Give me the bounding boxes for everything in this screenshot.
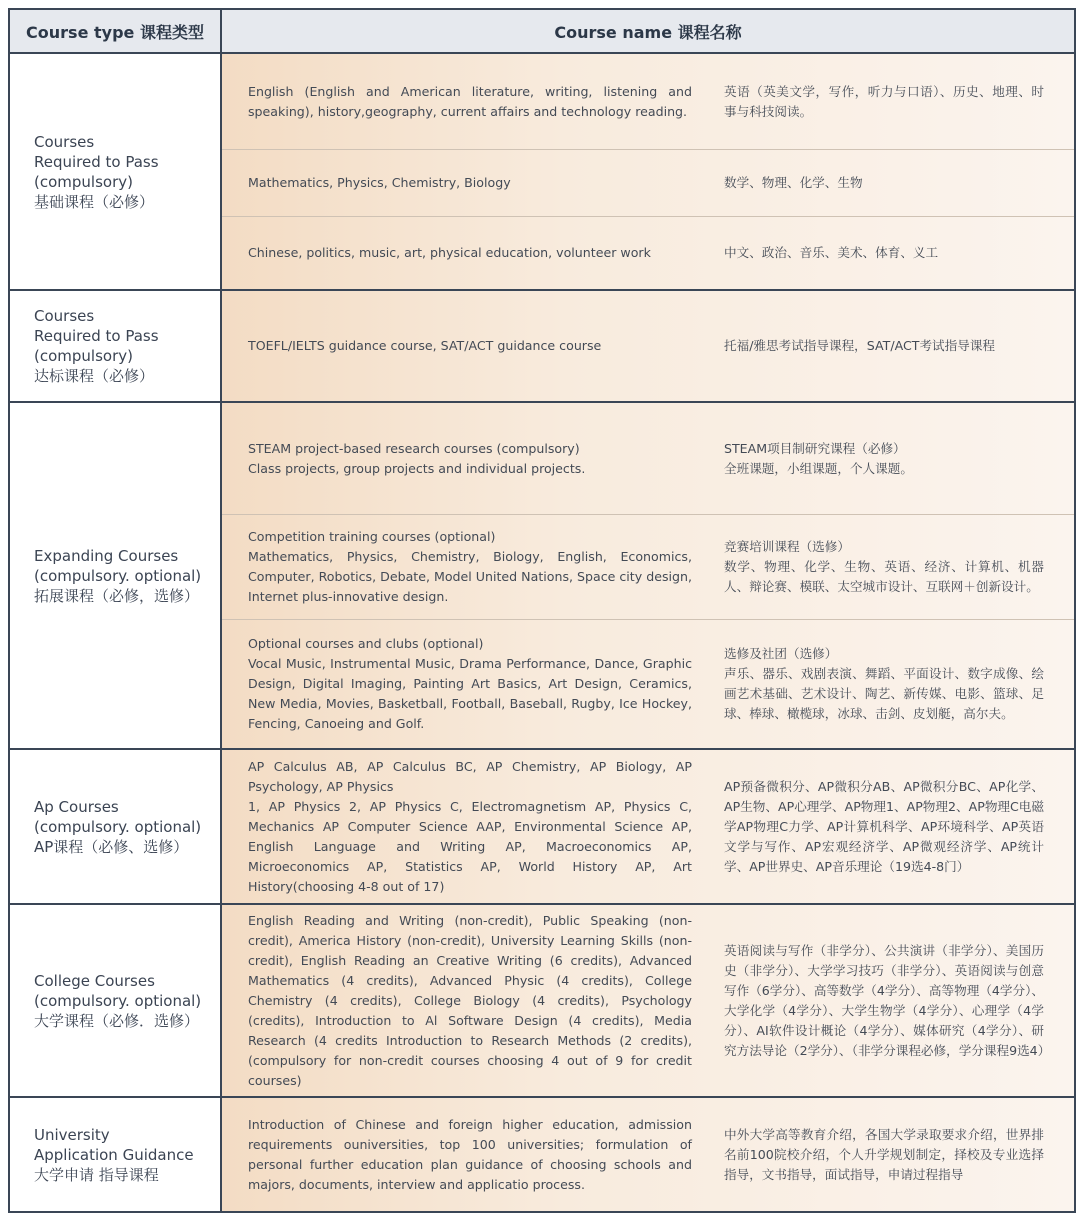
course-entry (222, 515, 1074, 620)
course-name-en: Chinese, politics, music, art, physical education, volunteer work (248, 245, 651, 260)
course-name-en: Mathematics, Physics, Chemistry, Biology (248, 175, 511, 190)
course-name-zh: 英语阅读与写作（非学分）、公共演讲（非学分）、美国历史（非学分）、大学学习技巧（非学分）、英语阅读与创意写作（6学分）、高等数学（4学分）、高等物理（4学分）、大学化学（4学分）、大学生物学（4学分）、心理学（4学分）、AI软件设计概论（4学分）、媒体研究（4学分）、研究方法导论（2学分）、（非学分课程必修，学分课程9选4） (724, 942, 1051, 1058)
course-name-en: English (English and American literature, writing, listening and speaking), history,geography, current affairs and technology reading. (248, 83, 692, 119)
course-entry (222, 1098, 1074, 1211)
course-name-zh: 中文、政治、音乐、美术、体育、义工 (724, 245, 939, 260)
course-name-en: STEAM project-based research courses (compulsory) Class projects, group projects and individual projects. (248, 440, 586, 476)
course-type-cell: Ap Courses (compulsory. optional) AP课程（必修、选修） (9, 749, 221, 904)
course-table (8, 8, 1076, 1213)
course-name-en: Introduction of Chinese and foreign higher education, admission requirements ouniversities, top 100 universities; formulation of personal further education plan guidance of choosing schools and majors, documents, interview and applicatio process. (248, 1116, 692, 1192)
course-type-cell: Courses Required to Pass (compulsory) 基础课程（必修） (9, 53, 221, 290)
header-row (9, 9, 1075, 53)
course-entry (222, 217, 1074, 289)
table-row (9, 290, 1075, 402)
course-name-zh: 托福/雅思考试指导课程，SAT/ACT考试指导课程 (724, 338, 996, 353)
course-name-zh: AP预备微积分、AP微积分AB、AP微积分BC、AP化学、AP生物、AP心理学、AP物理1、AP物理2、AP物理C电磁学AP物理C力学、AP计算机科学、AP环境科学、AP英语文学与写作、AP宏观经济学、AP微观经济学、AP统计学、AP世界史、AP音乐理论（19选4-8门） (724, 778, 1044, 874)
course-entry (222, 905, 1074, 1096)
course-name-zh: 中外大学高等教育介绍，各国大学录取要求介绍，世界排名前100院校介绍，个人升学规划制定，择校及专业选择指导，文书指导，面试指导，申请过程指导 (724, 1126, 1044, 1182)
course-name-cell (221, 53, 1075, 290)
course-entry (222, 750, 1074, 903)
course-entry (222, 403, 1074, 515)
course-name-zh: 选修及社团（选修） 声乐、器乐、戏剧表演、舞蹈、平面设计、数字成像、绘画艺术基础、艺术设计、陶艺、新传媒、电影、篮球、足球、棒球、橄榄球，冰球、击剑、皮划艇，高尔夫。 (724, 646, 1044, 721)
course-name-cell (221, 904, 1075, 1097)
table-row (9, 1097, 1075, 1212)
course-name-en: Competition training courses (optional) Mathematics, Physics, Chemistry, Biology, English, Economics, Computer, Robotics, Debate, Model United Nations, Space city design, Internet plus-innovative design. (248, 529, 692, 604)
course-name-zh: 英语（英美文学，写作，听力与口语）、历史、地理、时事与科技阅读。 (724, 83, 1044, 119)
course-type-cell: University Application Guidance 大学申请 指导课程 (9, 1097, 221, 1212)
table-row (9, 904, 1075, 1097)
header-course-name: Course name 课程名称 (221, 9, 1075, 53)
course-entry (222, 291, 1074, 401)
course-name-en: English Reading and Writing (non-credit), Public Speaking (non-credit), America History (non-credit), University Learning Skills (non-credit), English Reading an Creative Writing (6 credits), Advanced Mathematics (4 credits), Advanced Physic (4 credits), College Chemistry (4 credits), College Biology (4 credits), Psychology (credits), Introduction to Al Software Design (4 credits), Media Research (4 credits Introduction to Research Methods (2 credits), (compulsory for non-credit courses choosing 4 out of 9 for credit courses) (248, 912, 692, 1088)
header-course-type: Course type 课程类型 (9, 9, 221, 53)
course-entry (222, 620, 1074, 748)
course-name-cell (221, 290, 1075, 402)
course-name-zh: STEAM项目制研究课程（必修） 全班课题，小组课题，个人课题。 (724, 440, 913, 476)
table-row (9, 53, 1075, 290)
course-type-cell: Courses Required to Pass (compulsory) 达标课程（必修） (9, 290, 221, 402)
course-name-en: Optional courses and clubs (optional) Vocal Music, Instrumental Music, Drama Performance, Dance, Graphic Design, Digital Imaging, Painting Art Basics, Art Design, Ceramics, New Media, Movies, Basketball, Football, Baseball, Rugby, Ice Hockey, Fencing, Canoeing and Golf. (248, 636, 692, 731)
course-type-cell: College Courses (compulsory. optional) 大学课程（必修．选修） (9, 904, 221, 1097)
course-name-zh: 数学、物理、化学、生物 (724, 175, 863, 190)
course-name-en: AP Calculus AB, AP Calculus BC, AP Chemistry, AP Biology, AP Psychology, AP Physics 1, AP Physics 2, AP Physics C, Electromagnetism AP, Physics C, Mechanics AP Computer Science AAP, Environmental Science AP, English Language and Writing AP, Macroeconomics AP, Microeconomics AP, Statistics AP, World History AP, Art History(choosing 4-8 out of 17) (248, 758, 692, 894)
course-name-cell (221, 402, 1075, 749)
course-entry (222, 150, 1074, 217)
course-type-cell: Expanding Courses (compulsory. optional) 拓展课程（必修，选修） (9, 402, 221, 749)
course-name-zh: 竞赛培训课程（选修） 数学、物理、化学、生物、英语、经济、计算机、机器人、辩论赛、模联、太空城市设计、互联网＋创新设计。 (724, 539, 1044, 594)
course-name-cell (221, 1097, 1075, 1212)
course-name-cell (221, 749, 1075, 904)
course-entry (222, 54, 1074, 150)
table-row (9, 402, 1075, 749)
table-row (9, 749, 1075, 904)
course-name-en: TOEFL/IELTS guidance course, SAT/ACT guidance course (248, 338, 602, 353)
